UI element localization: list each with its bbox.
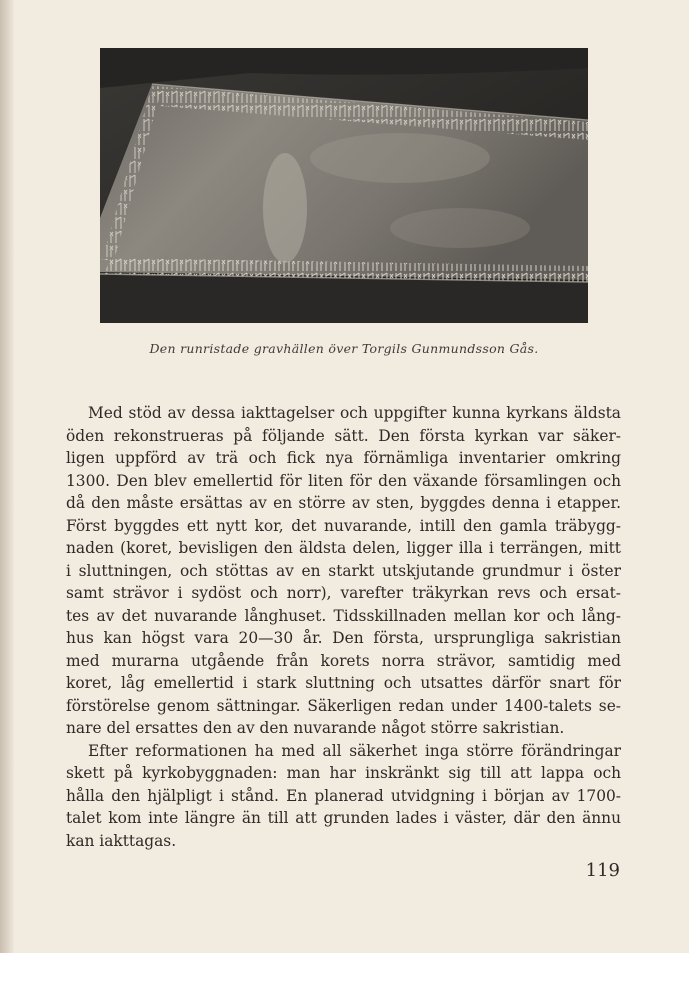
text-line: i sluttningen, och stöttas av en starkt utskjutande grundmur i öster [66,561,621,580]
text-line: då den måste ersättas av en större av sten, byggdes denna i etapper. [66,494,621,512]
text-line: koret, låg emellertid i stark sluttning och utsattes därför snart för [66,674,621,692]
text-line: hålla den hjälpligt i stånd. En planerad utvidgning i början av 1700- [66,786,621,805]
paragraph-1 [66,402,621,740]
text-line: öden rekonstrueras på följande sätt. Den första kyrkan var säker- [66,426,621,445]
text-line: med murarna utgående från korets norra strävor, samtidig med [66,651,621,670]
body-text [66,402,621,852]
text-line: förstörelse genom sättningar. Säkerligen redan under 1400-talets se- [66,696,621,715]
text-line: naden (koret, bevisligen den äldsta delen, ligger illa i terrängen, mitt [66,539,621,557]
text-line: nare del ersattes den av den nuvarande något större sakristian. [66,719,565,737]
text-line: talet kom inte längre än till att grunden lades i väster, där den ännu [66,809,621,827]
paragraph-2 [66,740,621,853]
text-line: kan iakttagas. [66,831,177,850]
text-line: 1300. Den blev emellertid för liten för den växande församlingen och [66,471,621,490]
text-line: samt strävor i sydöst och norr), varefter träkyrkan revs och ersat- [66,584,621,602]
text-line: Efter reformationen ha med all säkerhet inga större förändringar [88,741,621,760]
text-line: skett på kyrkobyggnaden: man har inskränkt sig till att lappa och [66,764,621,782]
page-number: 119 [585,860,620,881]
text-line: hus kan högst vara 20—30 år. Den första, ursprungliga sakristian [66,629,621,647]
figure-caption: Den runristade gravhällen över Torgils Gunmundsson Gås. [149,341,539,356]
page-bottom-margin [0,953,689,984]
text-line: Med stöd av dessa iakttagelser och uppgifter kunna kyrkans äldsta [88,404,621,422]
text-line: tes av det nuvarande långhuset. Tidsskillnaden mellan kor och lång- [66,606,621,625]
text-line: ligen uppförd av trä och fick nya förnämliga inventarier omkring [66,449,621,467]
grave-slab-photo [100,48,588,323]
grave-slab-illustration [100,48,588,323]
page-shadow-left [0,0,14,955]
text-line: Först byggdes ett nytt kor, det nuvarande, intill den gamla träbygg- [66,516,621,535]
